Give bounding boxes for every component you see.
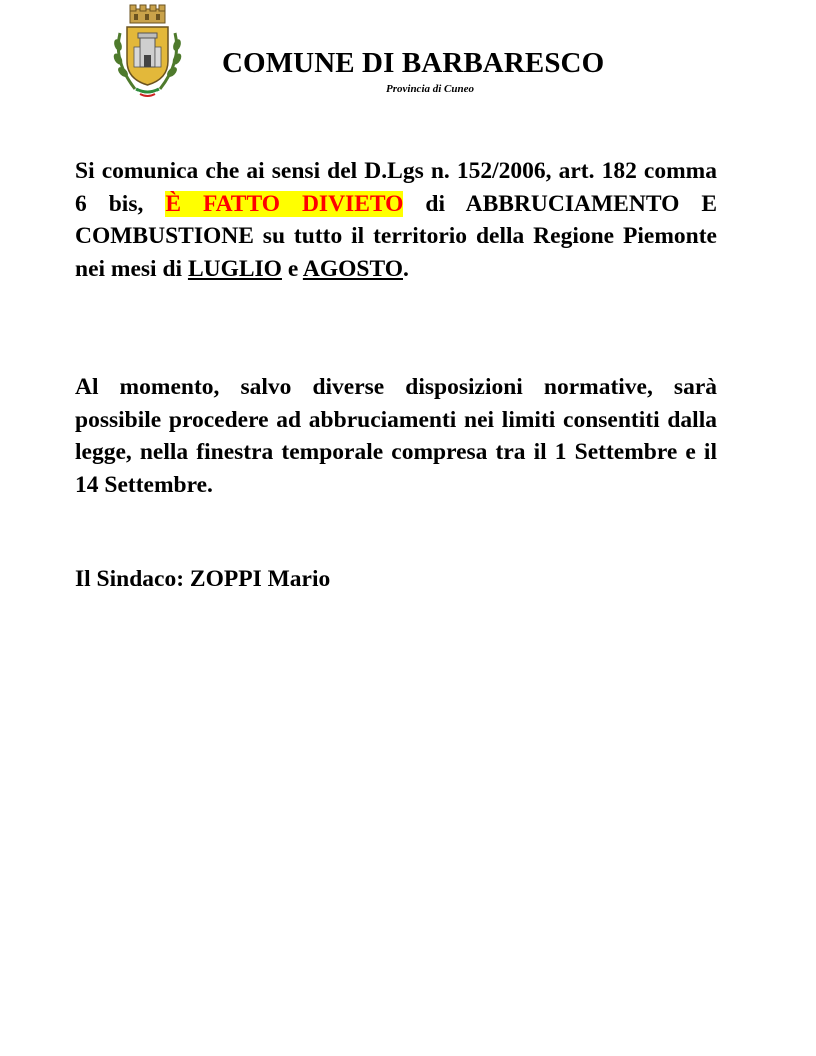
ban-intro-text: Si comunica che ai sensi del D.Lgs n. 152/2006, art. 182 comma 6 bis, [75, 158, 717, 217]
notice-paragraph-ban [75, 155, 717, 285]
ban-period: . [403, 255, 409, 282]
ban-highlight: È FATTO DIVIETO [165, 190, 404, 217]
ban-scope-text: di ABBRUCIAMENTO E COMBUSTIONE su tutto il territorio della Regione Piemonte nei mesi di [75, 190, 717, 282]
conjunction-text: e [281, 255, 303, 282]
mayor-signature: Il Sindaco: ZOPPI Mario [75, 566, 331, 592]
municipal-crest-icon [110, 3, 185, 99]
month-august: AGOSTO [302, 255, 403, 282]
province-subtitle: Provincia di Cuneo [386, 83, 475, 95]
notice-paragraph-allowed-window: Al momento, salvo diverse disposizioni normative, sarà possibile procedere ad abbruciamenti nei limiti consentiti dalla legge, nella finestra temporale compresa tra il 1 Settembre e il 14 Settembre. [75, 374, 717, 498]
month-july: LUGLIO [187, 255, 282, 282]
municipality-title: COMUNE DI BARBARESCO [222, 47, 605, 79]
